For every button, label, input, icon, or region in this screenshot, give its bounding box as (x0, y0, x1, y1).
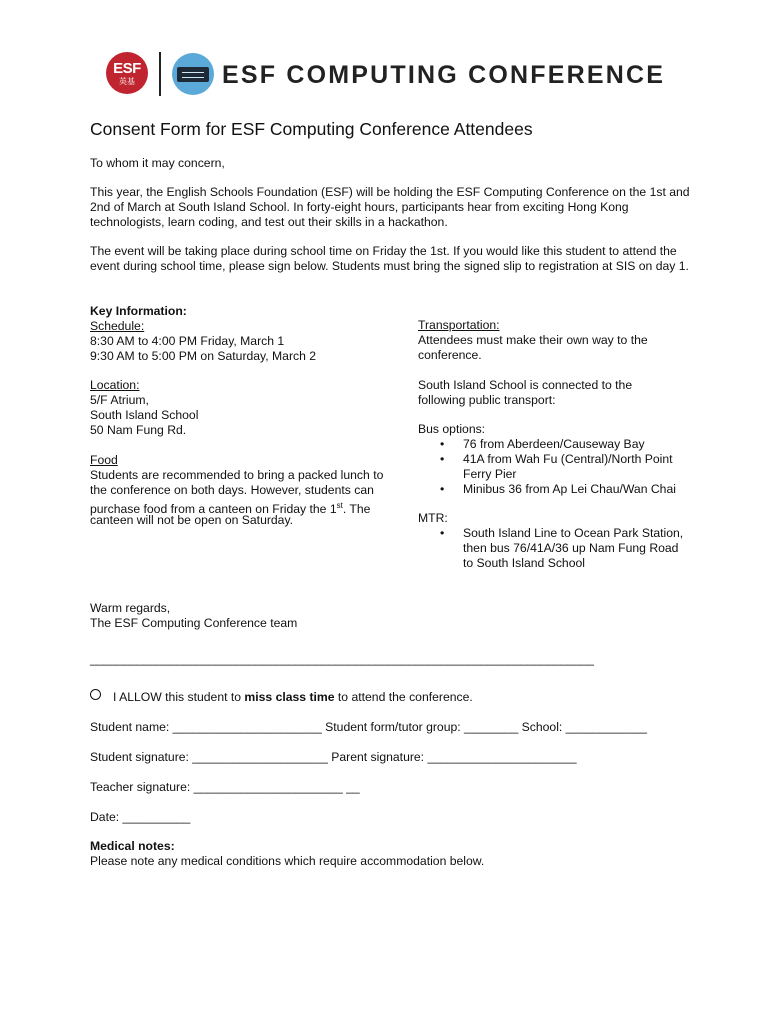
schedule-line: 8:30 AM to 4:00 PM Friday, March 1 (90, 334, 285, 348)
bullet-icon: • (440, 482, 445, 496)
schedule-heading: Schedule: (90, 319, 145, 333)
student-signature-field[interactable]: Student signature: ____________________ Parent signature: ______________________ (90, 750, 577, 764)
location-line: South Island School (90, 408, 199, 422)
form-title: Consent Form for ESF Computing Conference Attendees (90, 119, 533, 139)
mtr-list (418, 526, 718, 571)
greeting: To whom it may concern, (90, 156, 225, 170)
transportation-line: Attendees must make their own way to the (418, 333, 648, 347)
cut-line: ____________________________________________________________________________ (90, 652, 594, 666)
food-line: purchase food from a canteen on Friday the 1st. The (90, 501, 371, 517)
bus-options-list (418, 437, 708, 497)
bullet-icon: • (440, 437, 445, 451)
food-line: Students are recommended to bring a packed lunch to (90, 468, 384, 482)
transportation-line: conference. (418, 348, 482, 362)
transport-connected-line: South Island School is connected to the (418, 378, 633, 392)
key-info-heading: Key Information: (90, 304, 187, 318)
computing-conference-logo-icon (172, 53, 214, 95)
mtr-heading: MTR: (418, 511, 448, 525)
esf-logo (106, 52, 148, 94)
signature-team: The ESF Computing Conference team (90, 616, 298, 630)
location-line: 50 Nam Fung Rd. (90, 423, 187, 437)
location-heading: Location: (90, 378, 140, 392)
list-item: • 41A from Wah Fu (Central)/North Point Ferry Pier (440, 452, 673, 481)
transportation-heading: Transportation: (418, 318, 500, 332)
transport-connected-line: following public transport: (418, 393, 556, 407)
bullet-icon: • (440, 526, 445, 540)
schedule-line: 9:30 AM to 5:00 PM on Saturday, March 2 (90, 349, 317, 363)
bus-options-heading: Bus options: (418, 422, 486, 436)
esf-logo-text: ESF (113, 60, 141, 77)
bullet-icon: • (440, 452, 445, 466)
event-note-paragraph: The event will be taking place during school time on Friday the 1st. If you would like this student to attend the event during school time, please sign below. Students must bring the signed slip to registration at SIS on day 1. (90, 244, 689, 273)
food-line: canteen will not be open on Saturday. (90, 513, 294, 527)
date-field[interactable]: Date: __________ (90, 810, 191, 824)
intro-paragraph: This year, the English Schools Foundation (ESF) will be holding the ESF Computing Conference on the 1st and 2nd of March at South Island School. In forty-eight hours, participants hear from exciting Hong Kong technologists, learn coding, and test out their skills in a hackathon. (90, 185, 690, 229)
closing: Warm regards, (90, 601, 171, 615)
student-name-field[interactable]: Student name: ______________________ Student form/tutor group: ________ School: ____________ (90, 720, 648, 734)
list-item: • Minibus 36 from Ap Lei Chau/Wan Chai (440, 482, 676, 496)
medical-text: Please note any medical conditions which require accommodation below. (90, 854, 485, 868)
medical-heading: Medical notes: (90, 839, 175, 853)
esf-logo-subtext: 英基 (119, 77, 135, 86)
header-title: ESF COMPUTING CONFERENCE (222, 61, 666, 89)
location-line: 5/F Atrium, (90, 393, 149, 407)
food-line: the conference on both days. However, students can (90, 483, 374, 497)
header-divider (159, 52, 161, 96)
list-item: • 76 from Aberdeen/Causeway Bay (440, 437, 645, 451)
allow-radio[interactable] (90, 689, 101, 700)
allow-statement: I ALLOW this student to miss class time to attend the conference. (113, 690, 473, 704)
teacher-signature-field[interactable]: Teacher signature: ______________________ __ (90, 780, 360, 794)
list-item: • South Island Line to Ocean Park Station, then bus 76/41A/36 up Nam Fung Road to South Island School (440, 526, 684, 570)
food-heading: Food (90, 453, 118, 467)
